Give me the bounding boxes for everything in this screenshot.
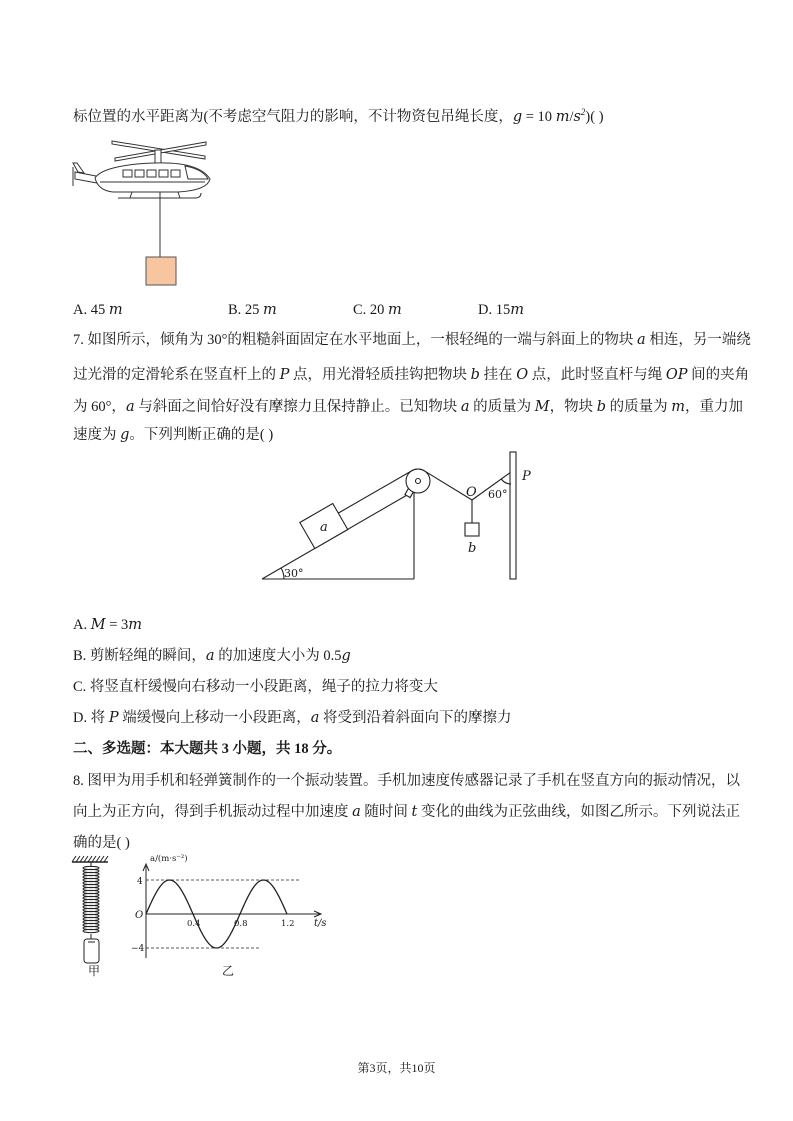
text-run: 向上为正方向，得到手机振动过程中加速度	[73, 804, 353, 820]
math-symbol: a	[310, 710, 320, 726]
supply-package	[146, 257, 176, 285]
figure-caption-jia: 甲	[88, 964, 101, 978]
acceleration-time-graph	[125, 850, 330, 962]
math-symbol: a	[352, 804, 361, 820]
text-run: 间的夹角	[687, 367, 750, 383]
text-run: /	[569, 109, 574, 125]
text-run: 与斜面之间恰好没有摩擦力且保持静止。已知物块	[134, 399, 461, 415]
math-symbol: a	[205, 648, 215, 664]
text-run: 的加速度大小为 0.5	[214, 648, 342, 664]
math-symbol: O	[516, 367, 529, 383]
text-run: C. 20	[353, 302, 389, 318]
math-symbol: m	[263, 302, 277, 318]
cabin-window	[159, 170, 168, 177]
text-run: 。下列判断正确的是( )	[129, 427, 274, 443]
block-b	[465, 523, 479, 536]
math-symbol: M	[534, 399, 550, 415]
text-run: 挂在	[479, 367, 517, 383]
text-run: C. 将竖直杆缓慢向右移动一小段距离，绳子的拉力将变大	[73, 679, 438, 695]
q7-stem-line-3	[73, 397, 743, 417]
text-run: B. 剪断轻绳的瞬间，	[73, 648, 206, 664]
text-run: 确的是( )	[73, 835, 130, 851]
text-run: = 3	[105, 617, 129, 633]
spring-coil	[83, 929, 99, 932]
helicopter-figure	[68, 135, 218, 290]
skid-strut	[130, 192, 132, 198]
incline-angle-label: 30°	[284, 567, 304, 580]
math-symbol: a	[637, 332, 646, 348]
q7-option-c	[73, 677, 438, 697]
point-o-label: O	[466, 485, 477, 500]
q6-option-d	[478, 300, 524, 320]
y-axis-label: a/(m·s⁻²)	[150, 854, 188, 864]
text-run: 随时间	[360, 804, 412, 820]
text-run: A.	[73, 617, 91, 633]
text-run: 端缓慢向上移动一小段距离，	[118, 710, 311, 726]
math-symbol: b	[596, 399, 607, 415]
cabin-window	[171, 170, 180, 177]
block-b-label: b	[468, 541, 477, 556]
page-footer: 第3页，共10页	[357, 1061, 436, 1075]
text-run: 的质量为	[606, 399, 672, 415]
q6-option-b	[228, 300, 277, 320]
x-tick-label: 0.8	[234, 919, 248, 929]
q7-option-a	[73, 615, 142, 635]
point-p-label: P	[522, 469, 531, 484]
text-run: ，物块	[549, 399, 597, 415]
ceiling-hatching	[72, 856, 108, 862]
rod-angle-label: 60°	[488, 488, 508, 501]
q6-stem-line	[73, 102, 604, 127]
math-symbol: b	[470, 367, 480, 383]
block-a-label: a	[320, 520, 328, 535]
x-axis-label: t/s	[314, 918, 327, 929]
phone	[84, 939, 99, 963]
q7-option-b	[73, 646, 351, 666]
q6-option-c	[353, 300, 402, 320]
y-tick-label-bottom: −4	[131, 944, 145, 954]
origin-label: O	[135, 910, 144, 921]
text-run: 将受到沿着斜面向下的摩擦力	[319, 710, 512, 726]
figure-caption-yi: 乙	[222, 964, 235, 978]
q7-option-d	[73, 708, 512, 728]
skid-strut	[178, 192, 180, 198]
math-symbol: g	[341, 648, 351, 664]
text-run: 相连，另一端绕	[645, 332, 751, 348]
text-run: 点，此时竖直杆与绳	[528, 367, 666, 383]
q7-stem-line-1	[73, 330, 751, 350]
math-symbol: t	[411, 804, 418, 820]
text-run: = 10	[522, 109, 556, 125]
x-tick-label: 1.2	[281, 919, 295, 929]
cabin-window	[135, 170, 144, 177]
rotor-mast	[155, 150, 161, 163]
spring	[83, 866, 99, 932]
text-run: 的质量为	[469, 399, 535, 415]
cabin-window	[123, 170, 132, 177]
text-run: 标位置的水平距离为(不考虑空气阻力的影响，不计物资包吊绳长度，	[73, 109, 513, 125]
math-symbol: P	[279, 367, 290, 383]
q6-option-a	[73, 300, 123, 320]
math-symbol: M	[90, 617, 106, 633]
math-superscript: 2	[580, 107, 586, 117]
math-symbol: m	[671, 399, 686, 415]
text-run: 7. 如图所示，倾角为 30°的粗糙斜面固定在水平地面上，一根轻绳的一端与斜面上的物块	[73, 332, 638, 348]
math-symbol: m	[388, 302, 402, 318]
text-run: D. 将	[73, 710, 109, 726]
section-heading: 二、多选题：本大题共 3 小题，共 18 分。	[73, 741, 342, 757]
text-run: D. 15	[478, 302, 511, 318]
text-run: ，重力加	[685, 399, 744, 415]
math-symbol: g	[120, 427, 130, 443]
math-symbol: a	[125, 399, 135, 415]
text-run: 为 60°，	[73, 399, 126, 415]
cabin-window	[147, 170, 156, 177]
math-symbol: a	[460, 399, 470, 415]
text-run: 过光滑的定滑轮系在竖直杆上的	[73, 367, 280, 383]
text-run: 变化的曲线为正弦曲线，如图乙所示。下列说法正	[417, 804, 740, 820]
text-run: A. 45	[73, 302, 109, 318]
spring-phone-figure	[68, 850, 113, 965]
tail-boom	[75, 172, 97, 183]
math-symbol: m	[555, 109, 570, 125]
text-run: B. 25	[228, 302, 264, 318]
math-symbol: m	[128, 617, 143, 633]
q7-stem-line-2	[73, 365, 749, 385]
incline-pulley-figure	[255, 445, 545, 590]
text-run: )( )	[585, 109, 604, 125]
helicopter	[73, 141, 210, 198]
math-symbol: g	[512, 109, 523, 125]
text-run: 点，用光滑轻质挂钩把物块	[289, 367, 471, 383]
q7-stem-line-4	[73, 425, 273, 445]
math-symbol: m	[510, 302, 524, 318]
q8-stem-line-1	[73, 771, 740, 791]
math-symbol: OP	[665, 367, 688, 383]
math-symbol: P	[108, 710, 119, 726]
x-tick-label: 0.4	[187, 919, 201, 929]
text-run: 速度为	[73, 427, 121, 443]
math-symbol: m	[108, 302, 123, 318]
q8-stem-line-2	[73, 802, 740, 822]
text-run: 8. 图甲为用手机和轻弹簧制作的一个振动装置。手机加速度传感器记录了手机在竖直方向的振动情况，以	[73, 773, 740, 789]
y-tick-label-top: 4	[137, 877, 143, 887]
vertical-rod	[510, 452, 516, 579]
math-symbol: s	[573, 109, 581, 125]
light-rope	[338, 469, 472, 513]
